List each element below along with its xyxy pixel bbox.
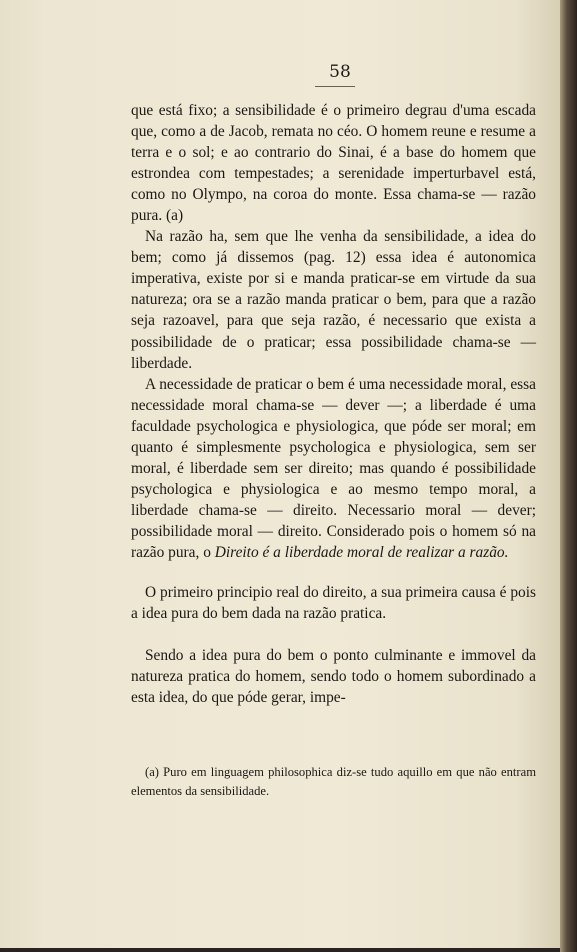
- paragraph-4: O primeiro principio real do direito, a sua primeira causa é pois a idea pura do bem dada na razão pratica.: [131, 584, 536, 623]
- header-rule: [315, 86, 355, 87]
- footnote: [131, 763, 536, 801]
- paragraph-3-text: A necessidade de praticar o bem é uma necessidade moral, essa necessidade moral chama-se — dever —; a liberdade é uma faculdade psychologica e physiologica, que póde ser moral; em quanto é simplesmente psychologica e physiologica, sem ser moral, é liberdade sem ser direito; mas quando é possibilidade psychologica e physiologica e ao mesmo tempo moral, a liberdade chama-se — direito. Necessario moral — dever; possibilidade moral — direito. Considerado pois o homem só na razão pura, o: [131, 375, 536, 561]
- definition-emphasis: Direito é a liberdade moral de realizar a razão.: [214, 543, 509, 561]
- page-number: 58: [329, 62, 351, 82]
- paragraph-5: Sendo a idea pura do bem o ponto culminante e immovel da natureza pratica do homem, sendo todo o homem subordinado a esta idea, do que póde gerar, impe-: [131, 647, 536, 707]
- paragraph-2: Na razão ha, sem que lhe venha da sensibilidade, a idea do bem; como já dissemos (pag. 12) essa idea é autonomica imperativa, existe por si e manda praticar-se em virtude da sua natureza; ora se a razão manda praticar o bem, para que a razão seja razoavel, para que seja razão, é necessario que exista a possibilidade de o praticar; essa possibilidade chama-se — liberdade.: [131, 228, 536, 372]
- paragraph-3: [131, 374, 536, 563]
- footnote-text: (a) Puro em linguagem philosophica diz-se tudo aquillo em que não entram elementos da sensibilidade.: [131, 765, 536, 798]
- paragraph-1: que está fixo; a sensibilidade é o primeiro degrau d'uma escada que, como a de Jacob, remata no céo. O homem reune e resume a terra e o sol; e ao contrario do Sinai, é a base do homem que estrondea com tempestades; a serenidade imperturbavel está, como no Olympo, na coroa do monte. Essa chama-se — razão pura. (a): [131, 102, 536, 225]
- book-binding-edge: [560, 0, 577, 952]
- body-text: [131, 100, 536, 708]
